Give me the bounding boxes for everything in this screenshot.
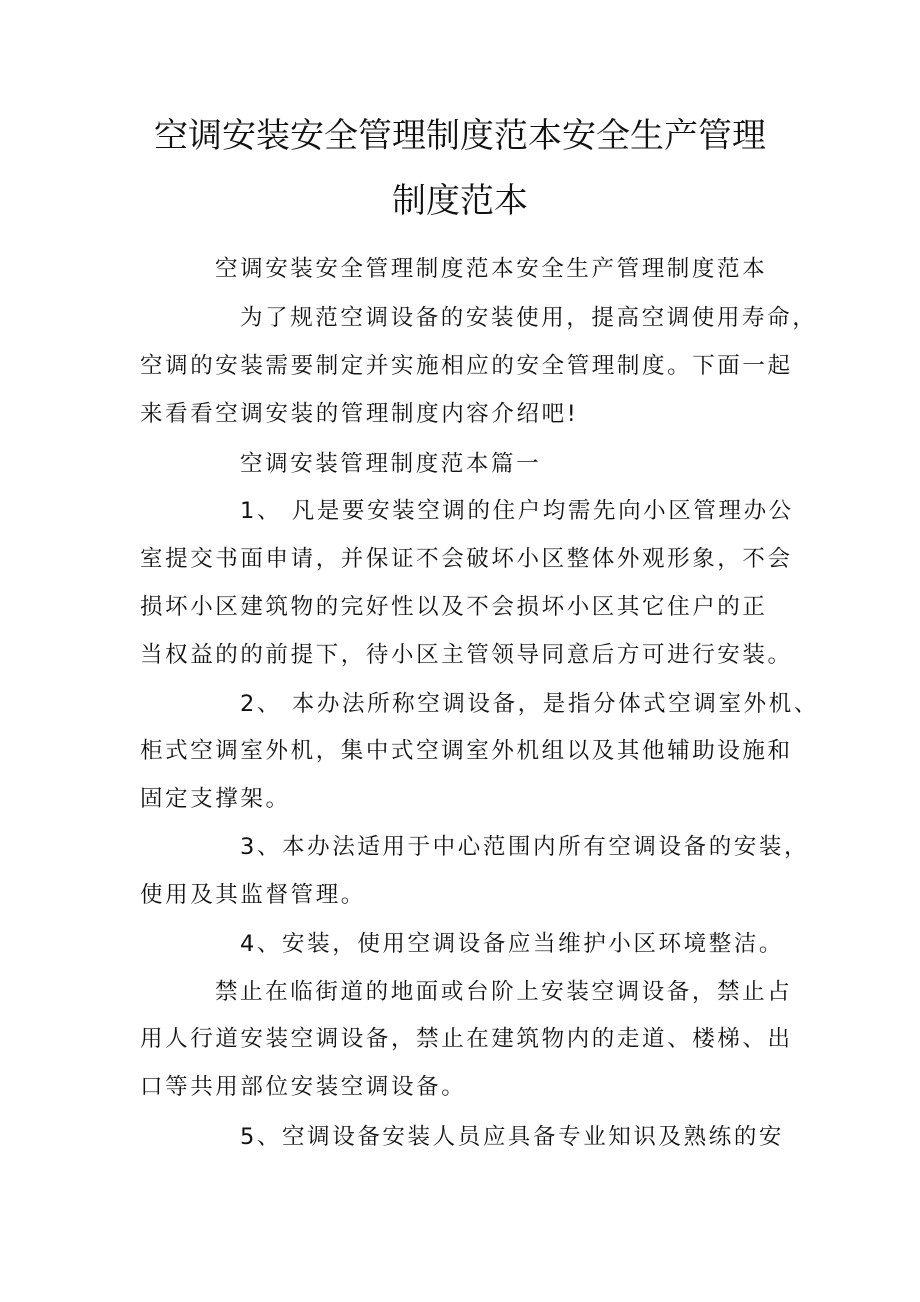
document-subtitle: 空调安装安全管理制度范本安全生产管理制度范本 (215, 256, 768, 282)
section-heading: 空调安装管理制度范本篇一 (240, 451, 542, 477)
clause-2-line: 柜式空调室外机，集中式空调室外机组以及其他辅助设施和 (140, 738, 793, 764)
intro-paragraph-line: 为了规范空调设备的安装使用，提高空调使用寿命， (240, 305, 818, 331)
clause-4-continuation-line: 口等共用部位安装空调设备。 (140, 1074, 467, 1100)
clause-3-line: 使用及其监督管理。 (140, 882, 366, 908)
document-title-line-1: 空调安装安全管理制度范本安全生产管理 (154, 116, 766, 156)
clause-1-line: 当权益的的前提下，待小区主管领导同意后方可进行安装。 (140, 642, 793, 668)
intro-paragraph-line: 来看看空调安装的管理制度内容介绍吧! (140, 401, 579, 427)
clause-1-line: 室提交书面申请，并保证不会破坏小区整体外观形象，不会 (140, 546, 793, 572)
clause-3-line: 3、本办法适用于中心范围内所有空调设备的安装， (240, 834, 810, 860)
clause-4-continuation-line: 禁止在临街道的地面或台阶上安装空调设备，禁止占 (215, 979, 793, 1005)
clause-4-line: 4、安装，使用空调设备应当维护小区环境整洁。 (240, 931, 785, 957)
intro-paragraph-line: 空调的安装需要制定并实施相应的安全管理制度。下面一起 (140, 353, 793, 379)
clause-1-line: 1、 凡是要安装空调的住户均需先向小区管理办公 (240, 498, 794, 524)
clause-1-line: 损坏小区建筑物的完好性以及不会损坏小区其它住户的正 (140, 594, 768, 620)
clause-5-line: 5、空调设备安装人员应具备专业知识及熟练的安 (240, 1124, 785, 1150)
clause-4-continuation-line: 用人行道安装空调设备，禁止在建筑物内的走道、楼梯、出 (140, 1026, 793, 1052)
clause-2-line: 2、 本办法所称空调设备，是指分体式空调室外机、 (240, 691, 819, 717)
clause-2-line: 固定支撑架。 (140, 786, 291, 812)
document-title-line-2: 制度范本 (392, 181, 528, 221)
